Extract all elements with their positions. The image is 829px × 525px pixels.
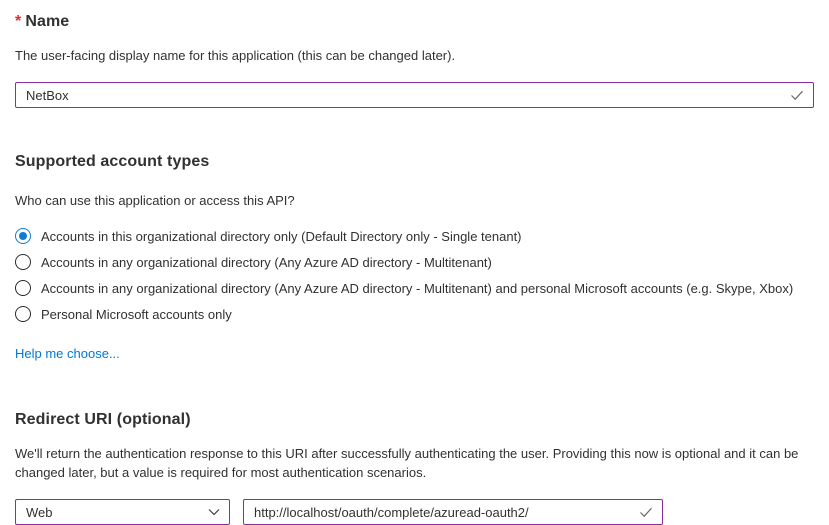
account-types-section-title: Supported account types xyxy=(15,153,210,170)
redirect-uri-description: We'll return the authentication response to this URI after successfully authenticating the user. Providing this now is optional and it can be changed later, but a value is required for most authentication scenarios. xyxy=(15,446,799,480)
platform-select[interactable] xyxy=(15,499,230,525)
redirect-uri-input[interactable] xyxy=(243,499,663,525)
name-section-title-label: Name xyxy=(25,13,70,30)
platform-select-value: Web xyxy=(26,504,53,520)
account-types-radio-group xyxy=(15,223,814,327)
radio-option-label: Accounts in this organizational directory only (Default Directory only - Single tenant) xyxy=(41,228,522,244)
radio-option-label: Accounts in any organizational directory (Any Azure AD directory - Multitenant) xyxy=(41,254,492,270)
radio-button-icon[interactable] xyxy=(15,228,31,244)
required-asterisk: * xyxy=(15,13,22,30)
redirect-uri-field-container xyxy=(243,499,663,525)
radio-option-label: Accounts in any organizational directory (Any Azure AD directory - Multitenant) and personal Microsoft accounts (e.g. Skype, Xbox) xyxy=(41,280,794,296)
radio-option-multitenant-personal[interactable] xyxy=(15,275,814,301)
radio-option-personal-only[interactable] xyxy=(15,301,814,327)
name-field-container xyxy=(15,82,814,108)
platform-select-container xyxy=(15,499,230,525)
name-input[interactable] xyxy=(15,82,814,108)
radio-option-single-tenant[interactable] xyxy=(15,223,814,249)
radio-button-icon[interactable] xyxy=(15,306,31,322)
account-types-question: Who can use this application or access this API? xyxy=(15,193,295,208)
radio-button-icon[interactable] xyxy=(15,280,31,296)
redirect-uri-row xyxy=(15,499,814,525)
name-section-title xyxy=(15,10,814,31)
radio-button-icon[interactable] xyxy=(15,254,31,270)
radio-option-multitenant[interactable] xyxy=(15,249,814,275)
radio-option-label: Personal Microsoft accounts only xyxy=(41,306,232,322)
name-description: The user-facing display name for this application (this can be changed later). xyxy=(15,48,456,63)
help-me-choose-link[interactable]: Help me choose... xyxy=(15,346,120,361)
redirect-uri-section-title: Redirect URI (optional) xyxy=(15,411,191,428)
